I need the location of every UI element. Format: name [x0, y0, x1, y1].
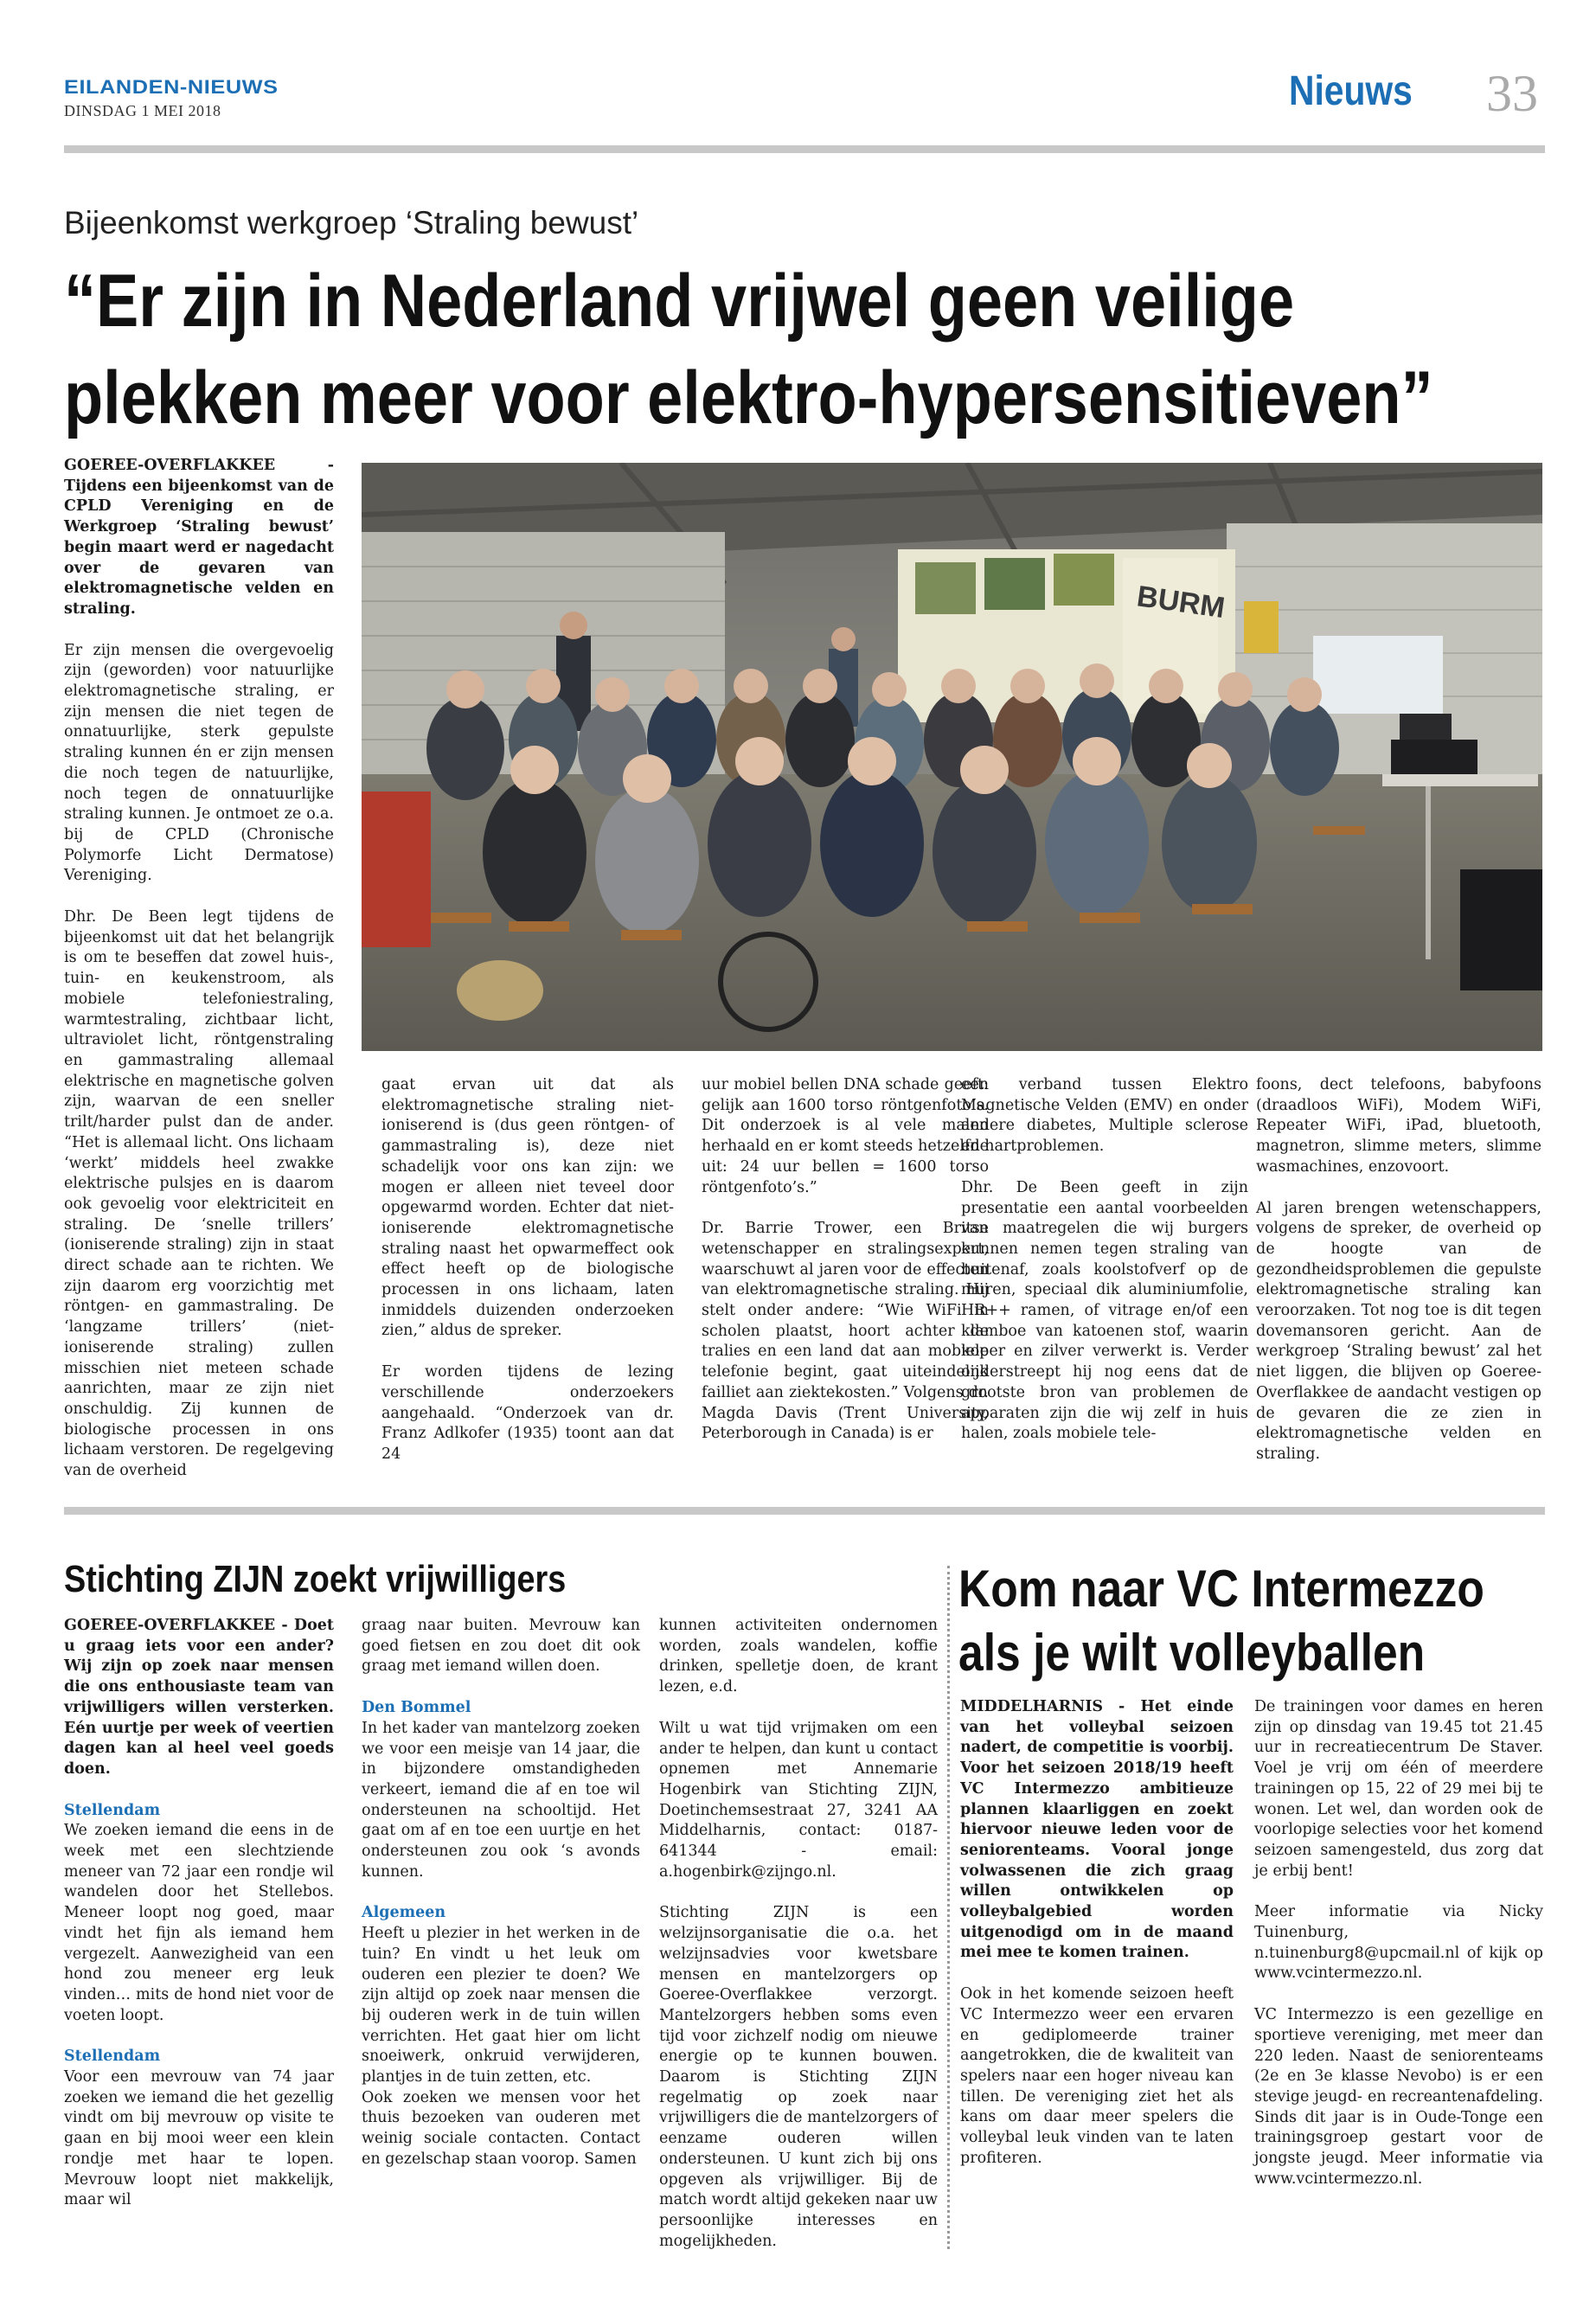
article-lead: MIDDELHARNIS - Het einde van het volleybal seizoen nadert, de competitie is voorbij. Voor het seizoen 2018/19 heeft VC Intermezzo ambitieuze plannen klaarliggen en zoekt hiervoor nieuwe leden voor de seniorenteams. Vooral jonge volwassenen die zich graag willen ontwikkelen op volleybalgebied worden uitgenodigd om in de maand mei mee te komen trainen.	[960, 1698, 1234, 1962]
article2-headline: Stichting ZIJN zoekt vrijwilligers	[64, 1558, 567, 1600]
paragraph: graag naar buiten. Mevrouw kan goed fietsen en zou doet dit ook graag met iemand willen doen.	[362, 1617, 640, 1676]
article1-column-2	[381, 1075, 674, 1486]
paragraph: Ook in het komende seizoen heeft VC Intermezzo weer een ervaren en gediplomeerde trainer aangetrokken, die de kwaliteit van spelers naar een hoger niveau kan tillen. De vereniging ziet het als kans om daar meer spelers die volleybal leuk vinden van te laten profiteren.	[960, 1985, 1234, 2167]
article-lead: GOEREE-OVERFLAKKEE - Tijdens een bijeenkomst van de CPLD Vereniging en de Werkgroep ‘Straling bewust’ begin maart werd er nagedacht over de gevaren van elektromagnetische velden en straling.	[64, 457, 334, 618]
photo-sign-text: BURM	[1134, 580, 1227, 625]
location-subhead: Stellendam	[64, 1801, 161, 1819]
paragraph: Wilt u wat tijd vrijmaken om een ander te helpen, dan kunt u contact opnemen met Annemarie Hogenbirk van Stichting ZIJN, Doetinchemsestraat 27, 3241 AA Middelharnis, contact: 0187-641344 - email: a.hogenbirk@zijngo.nl.	[659, 1719, 938, 1881]
column-separator	[947, 1566, 950, 2249]
paragraph: Ook zoeken we mensen voor het thuis bezoeken van ouderen met weinig sociale contacten. Contact en gezelschap staan voorop. Samen	[362, 2088, 640, 2168]
category-subhead: Algemeen	[362, 1904, 446, 1922]
article2-column-1	[64, 1616, 334, 2232]
article3-column-1	[960, 1697, 1234, 2189]
top-rule	[64, 145, 1545, 153]
location-subhead: Den Bommel	[362, 1699, 471, 1717]
paragraph: een verband tussen Elektro Magnetische Velden (EMV) en onder andere diabetes, Multiple sclerose en hartproblemen.	[961, 1076, 1248, 1156]
paragraph: We zoeken iemand die eens in de week met een slechtziende meneer van 72 jaar een rondje wil wandelen door het Stellebos. Meneer loopt nog goed, maar vindt het fijn als iemand hem vergezelt. Aanwezigheid van een hond zou meneer erg leuk vinden… mits de hond niet voor de voeten loopt.	[64, 1822, 334, 2024]
meeting-photo-illustration	[362, 463, 1542, 1051]
article2-column-2	[362, 1616, 640, 2191]
headline-line-1: “Er zijn in Nederland vrijwel geen veilige	[64, 260, 1295, 343]
paragraph: VC Intermezzo is een gezellige en sportieve vereniging, met meer dan 220 leden. Naast de seniorenteams (2e en 3e klasse Nevobo) is er een stevige jeugd- en recreantenafdeling. Sinds dit jaar is in Oude-Tonge een trainingsgroep gestart voor de jongste jeugd. Meer informatie via www.vcintermezzo.nl.	[1254, 2006, 1543, 2188]
paragraph: Meer informatie via Nicky Tuinenburg, n.tuinenburg8@upcmail.nl of kijk op www.vcintermezzo.nl.	[1254, 1903, 1543, 1983]
article1-column-1	[64, 456, 334, 1503]
paragraph: Er zijn mensen die overgevoelig zijn (geworden) voor natuurlijke elektromagnetische straling, er zijn mensen die niet tegen de onnatuurlijke, sterk gepulste straling kunnen én er zijn mensen die noch tegen de natuurlijke, noch tegen de onnatuurlijke straling kunnen. Je ontmoet ze o.a. bij de CPLD (Chronische Polymorfe Licht Dermatose) Vereniging.	[64, 641, 334, 885]
section-title: Nieuws	[1289, 68, 1413, 114]
paragraph: Er worden tijdens de lezing verschillende onderzoekers aangehaald. “Onderzoek van dr. Franz Adlkofer (1935) toont aan dat 24	[381, 1363, 674, 1463]
newspaper-logo: EILANDEN-NIEUWS	[64, 76, 279, 98]
paragraph: In het kader van mantelzorg zoeken we voor een meisje van 14 jaar, die in bijzondere omstandigheden verkeert, iemand die af en toe wil ondersteunen na schooltijd. Het gaat om af en toe een uurtje en het ondersteunen zou ook ‘s avonds kunnen.	[362, 1719, 640, 1881]
headline-line-2: plekken meer voor elektro-hypersensitieven”	[64, 356, 1433, 439]
paragraph: kunnen activiteiten ondernomen worden, zoals wandelen, koffie drinken, spelletje doen, de krant lezen, e.d.	[659, 1617, 938, 1696]
article-photo	[362, 463, 1542, 1051]
paragraph: gaat ervan uit dat als elektromagnetische straling niet-ioniserend is (dus geen röntgen- of gammastraling is), deze niet schadelijk voor ons kan zijn: we mogen er alleen niet teveel door opgewarmd worden. Echter dat niet-ioniserende elektromagnetische straling naast het opwarmeffect ook effect heeft op de biologische processen in ons lichaam, laten inmiddels duizenden onderzoeken zien,” aldus de spreker.	[381, 1076, 674, 1340]
paragraph: De trainingen voor dames en heren zijn op dinsdag van 19.45 tot 21.45 uur in recreatiecentrum De Staver. Voel je vrij om één of meerdere trainingen op 15, 22 of 29 mei bij te wonen. Let wel, dan worden ook de voorlopige selecties voor het komend seizoen samengesteld, dus zorg dat je erbij bent!	[1254, 1698, 1543, 1880]
paragraph: Al jaren brengen wetenschappers, volgens de spreker, de overheid op de hoogte van de gezondheidsproblemen die gepulste elektromagnetische straling kan veroorzaken. Tot nog toe is dit tegen dovemansoren gericht. Aan de werkgroep ‘Straling bewust’ zal het niet liggen, die blijven op Goeree-Overflakkee de aandacht vestigen op de gevaren die ze zien in elektromagnetische velden en straling.	[1256, 1199, 1542, 1463]
paragraph: Heeft u plezier in het werken in de tuin? En vindt u het leuk om ouderen een plezier te doen? We zijn altijd op zoek naar mensen die bij ouderen werk in de tuin willen verrichten. Het gaat hier om licht snoeiwerk, onkruid verwijderen, plantjes in de tuin zetten, etc.	[362, 1925, 640, 2086]
mid-rule	[64, 1507, 1545, 1515]
article-kicker: Bijeenkomst werkgroep ‘Straling bewust’	[64, 205, 639, 240]
article2-column-3	[659, 1616, 938, 2272]
location-subhead: Stellendam	[64, 2048, 161, 2066]
article-headline	[64, 253, 1433, 446]
article-lead: GOEREE-OVERFLAKKEE - Doet u graag iets voor een ander? Wij zijn op zoek naar mensen die ons enthousiaste team van vrijwilligers willen versterken. Eén uurtje per week of veertien dagen kan al heel veel goeds doen.	[64, 1617, 334, 1778]
issue-date: DINSDAG 1 MEI 2018	[64, 102, 221, 119]
article1-column-5	[1256, 1075, 1542, 1486]
headline-line-1: Kom naar VC Intermezzo	[958, 1560, 1484, 1618]
paragraph: Dhr. De Been legt tijdens de bijeenkomst uit dat het belangrijk is om te beseffen dat zowel huis-, tuin- en keukenstroom, als mobiele telefoniestraling, warmtestraling, zichtbaar licht, ultraviolet licht, röntgenstraling en gammastraling allemaal elektrische en magnetische golven zijn, waarvan de een sneller trilt/harder pulst dan de ander. “Het is allemaal licht. Ons lichaam ‘werkt’ middels heel zwakke elektrische pulsjes en is daarom ook gevoelig voor elektriciteit en straling. De ‘snelle trillers’ (ioniserende straling) zijn in staat direct schade aan te richten. We zijn daarom erg voorzichtig met röntgen- en gammastraling. De ‘langzame trillers’ (niet-ioniserende straling) zullen misschien niet meteen schade aanrichten, maar ze zijn niet onschuldig. Zij kunnen de biologische processen in ons lichaam verstoren. De regelgeving van de overheid	[64, 908, 334, 1480]
headline-line-2: als je wilt volleyballen	[958, 1624, 1426, 1682]
paragraph: Dhr. De Been geeft in zijn presentatie een aantal voorbeelden van maatregelen die wij burgers kunnen nemen tegen straling van buitenaf, zoals koolstofverf op de muren, speciaal dik aluminiumfolie, HR++ ramen, of vitrage en/of een klamboe van katoenen stof, waarin koper en zilver verwerkt is. Verder onderstreept hij nog eens dat de grootste bron van problemen de apparaten zijn die wij zelf in huis halen, zoals mobiele tele-	[961, 1178, 1248, 1443]
article3-headline	[958, 1557, 1484, 1685]
article1-column-4	[961, 1075, 1248, 1465]
article3-column-2	[1254, 1697, 1543, 2210]
paragraph: Stichting ZIJN is een welzijnsorganisatie die o.a. het welzijnsadvies voor kwetsbare mensen en mantelzorgers op Goeree-Overflakkee verzorgt. Mantelzorgers hebben soms even tijd voor zichzelf nodig om nieuwe energie op te kunnen bouwen. Daarom is Stichting ZIJN regelmatig op zoek naar vrijwilligers die de mantelzorgers of eenzame ouderen willen ondersteunen. U kunt zich bij ons opgeven als vrijwilliger. Bij de match wordt altijd gekeken naar uw persoonlijke interesses en mogelijkheden.	[659, 1904, 938, 2250]
paragraph: Voor een mevrouw van 74 jaar zoeken we iemand die het gezellig vindt om bij mevrouw op visite te gaan en bij mooi weer een klein rondje met haar te lopen. Mevrouw loopt niet makkelijk, maar wil	[64, 2068, 334, 2209]
article1-column-3	[702, 1075, 989, 1465]
paragraph: uur mobiel bellen DNA schade geeft: gelijk aan 1600 torso röntgenfoto’s. Dit onderzoek is al vele malen herhaald en er komt steeds hetzelfde uit: 24 uur bellen = 1600 torso röntgenfoto’s.”	[702, 1076, 989, 1196]
page-number: 33	[1486, 65, 1538, 122]
paragraph: Dr. Barrie Trower, een Britse wetenschapper en stralingsexpert, waarschuwt al jaren voor de effecten van elektromagnetische straling. Hij stelt onder andere: “Wie WiFi in scholen plaatst, hoort achter de tralies en een land dat aan mobiele telefonie begint, gaat uiteindelijk failliet aan ziektekosten.” Volgens dr. Magda Davis (Trent University, Peterborough in Canada) is er	[702, 1220, 989, 1443]
paragraph: foons, dect telefoons, babyfoons (draadloos WiFi), Modem WiFi, Repeater WiFi, iPad, bluetooth, magnetron, slimme meters, slimme wasmachines, enzovoort.	[1256, 1076, 1542, 1176]
